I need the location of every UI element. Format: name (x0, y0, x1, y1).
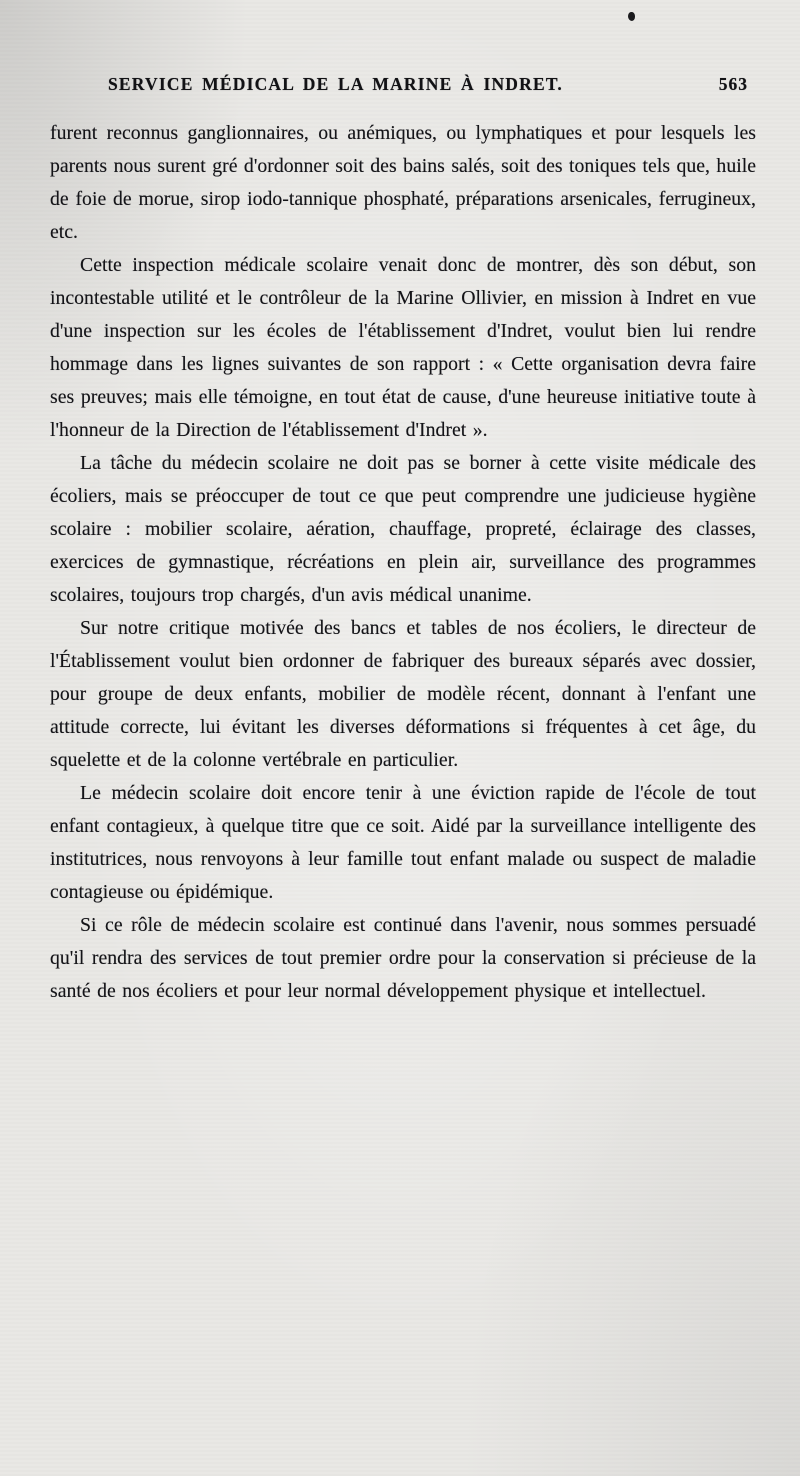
page-number: 563 (718, 74, 748, 94)
body-text (50, 117, 756, 1008)
paragraph: Sur notre critique motivée des bancs et tables de nos écoliers, le directeur de l'Établissement voulut bien ordonner de fabriquer des bureaux séparés avec dossier, pour groupe de deux enfants, mobilier de modèle récent, donnant à l'enfant une attitude correcte, lui évitant les diverses déformations si fréquentes à cet âge, du squelette et de la colonne vertébrale en particulier. (50, 617, 756, 771)
ink-speck (628, 12, 635, 21)
paragraph: Le médecin scolaire doit encore tenir à une éviction rapide de l'école de tout enfant contagieux, à quelque titre que ce soit. Aidé par la surveillance intelligente des institutrices, nous renvoyons à leur famille tout enfant malade ou suspect de maladie contagieuse ou épidémique. (50, 782, 756, 903)
paragraph: La tâche du médecin scolaire ne doit pas se borner à cette visite médicale des écoliers, mais se préoccuper de tout ce que peut comprendre une judicieuse hygiène scolaire : mobilier scolaire, aération, chauffage, propreté, éclairage des classes, exercices de gymnastique, récréations en plein air, surveillance des programmes scolaires, toujours trop chargés, d'un avis médical unanime. (50, 452, 756, 606)
paragraph: Cette inspection médicale scolaire venait donc de montrer, dès son début, son incontestable utilité et le contrôleur de la Marine Ollivier, en mission à Indret en vue d'une inspection sur les écoles de l'établissement d'Indret, voulut bien lui rendre hommage dans les lignes suivantes de son rapport : « Cette organisation devra faire ses preuves; mais elle témoigne, en tout état de cause, d'une heureuse initiative toute à l'honneur de la Direction de l'établissement d'Indret ». (50, 254, 756, 441)
header-title: SERVICE MÉDICAL DE LA MARINE À INDRET. (108, 74, 564, 94)
running-header (50, 74, 756, 95)
paragraph: Si ce rôle de médecin scolaire est continué dans l'avenir, nous sommes persuadé qu'il rendra des services de tout premier ordre pour la conservation si précieuse de la santé de nos écoliers et pour leur normal développement physique et intellectuel. (50, 914, 756, 1002)
paragraph: furent reconnus ganglionnaires, ou anémiques, ou lymphatiques et pour lesquels les parents nous surent gré d'ordonner soit des bains salés, soit des toniques tels que, huile de foie de morue, sirop iodo-tannique phosphaté, préparations arsenicales, ferrugineux, etc. (50, 122, 756, 243)
